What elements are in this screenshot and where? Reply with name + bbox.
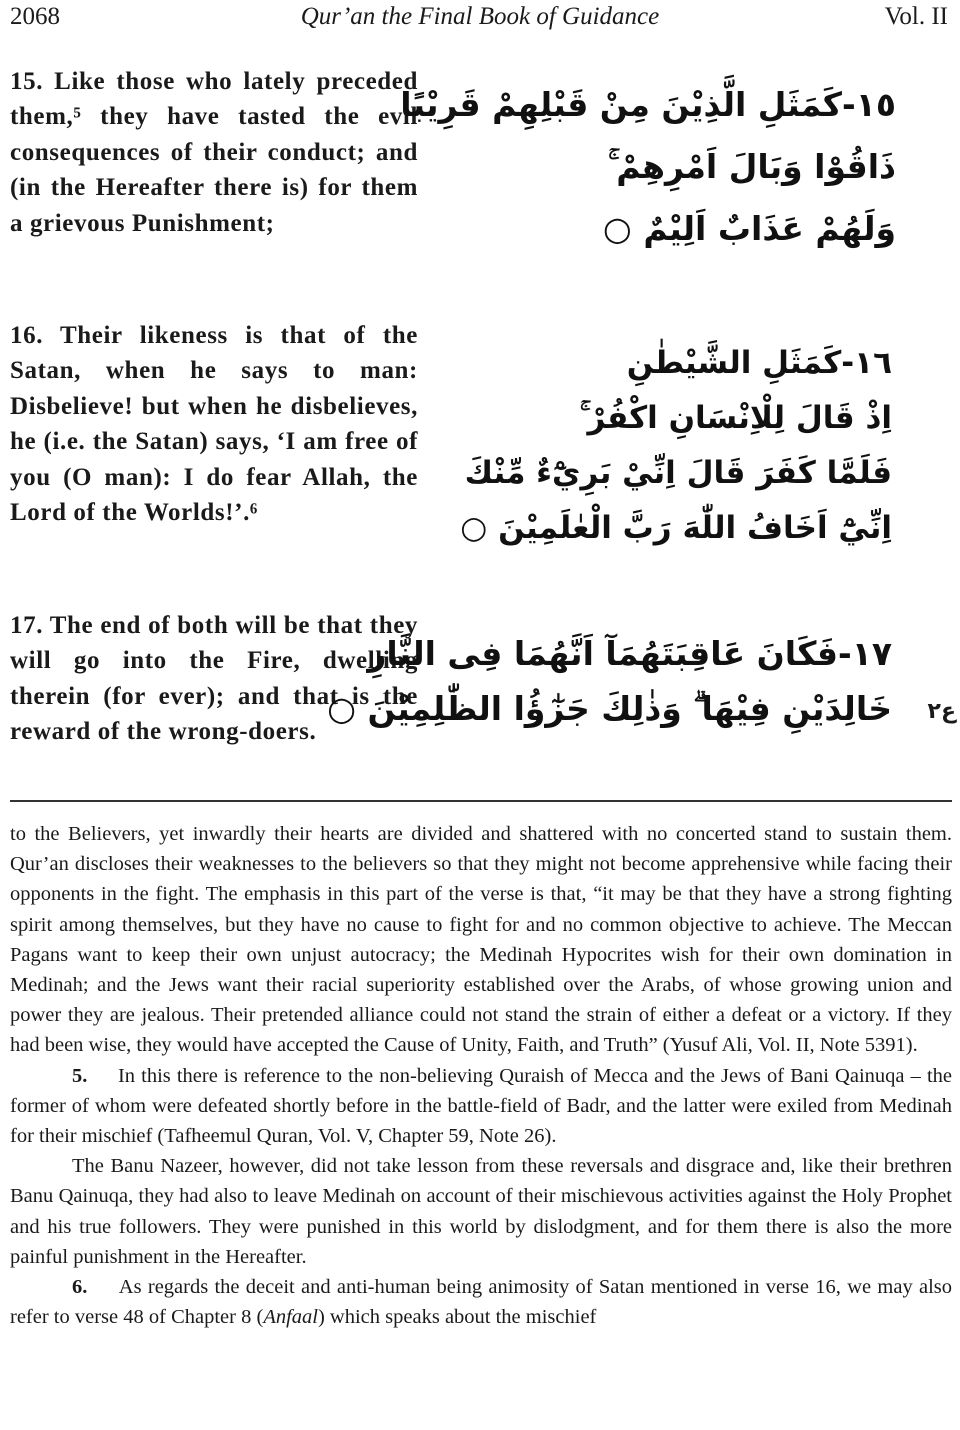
arabic-line: وَلَهُمْ عَذَابٌ اَلِيْمٌ ○	[603, 209, 896, 248]
arabic-line: ١٧-فَكَانَ عَاقِبَتَهُمَآ اَنَّهُمَا فِى النَّارِ	[367, 634, 892, 673]
arabic-line: ذَاقُوْا وَبَالَ اَمْرِهِمْ ۚ	[607, 147, 896, 186]
note-6-number: 6.	[72, 1276, 88, 1299]
commentary-notes	[10, 819, 952, 1332]
page-header	[0, 0, 960, 36]
verse-17-arabic	[327, 626, 892, 736]
ruku-marker: ع٢	[927, 699, 956, 724]
note-5-number: 5.	[72, 1064, 88, 1087]
note-6-text: As regards the deceit and anti-human being animosity of Satan mentioned in verse 16, we may also refer to verse 48 of Chapter 8 (	[10, 1276, 952, 1329]
arabic-line: ١٦-كَمَثَلِ الشَّيْطٰنِ	[626, 345, 892, 381]
note-6	[10, 1272, 952, 1332]
volume-label: Vol. II	[884, 3, 948, 30]
page-number: 2068	[10, 3, 60, 30]
note-5-paragraph-2: The Banu Nazeer, however, did not take lesson from these reversals and disgrace and, like their brethren Banu Qainuqa, they had also to leave Medinah on account of their mischievous activities against the Holy Prophet and his true followers. They were punished in this world by dislodgment, and for them there is also the more painful punishment in the Hereafter.	[10, 1155, 952, 1268]
note-continuation: to the Believers, yet inwardly their hearts are divided and shattered with no concerted stand to sustain them. Qur’an discloses their weaknesses to the believers so that they might not become apprehensive while facing their opponents in the fight. The emphasis in this part of the verse is that, “it may be that they have a strong fighting spirit among themselves, but they have no cause to fight for and no common objective to achieve. The Meccan Pagans want to keep their own unjust autocracy; the Medinah Hypocrites wish for their own domination in Medinah; and the Jews want their racial superiority established over the Arabs, of whose growing union and power they are jealous. Their pretended alliance could not stand the strain of either a defeat or a victory. If they had been wise, they would have accepted the Cause of Unity, Faith, and Truth” (Yusuf Ali, Vol. II, Note 5391).	[10, 823, 952, 1057]
arabic-line: اِنِّيْٓ اَخَافُ اللّٰهَ رَبَّ الْعٰلَمِيْنَ ○	[460, 510, 892, 546]
arabic-line: فَلَمَّا كَفَرَ قَالَ اِنِّيْ بَرِيْٓءٌ مِّنْكَ	[464, 455, 892, 491]
verse-16	[0, 318, 960, 568]
verse-15-arabic	[400, 74, 896, 260]
note-6-text-end: ) which speaks about the mischief	[317, 1306, 597, 1329]
verse-17-translation: 17. The end of both will be that they will go into the Fire, dwelling therein (for ever); and that is the reward of the wrong-doers.	[10, 612, 418, 746]
verse-16-arabic	[460, 336, 892, 556]
verse-15	[0, 64, 960, 284]
note-5	[10, 1061, 952, 1152]
verse-17	[0, 608, 960, 788]
verse-15-translation: 15. Like those who lately preceded them,⁵ they have tasted the evil consequences of their conduct; and (in the Hereafter there is) for them a grievous Punishment;	[10, 68, 418, 237]
arabic-line: خَالِدَيْنِ فِيْهَا ۗ وَذٰلِكَ جَزٰٓؤُا الظّٰلِمِيْنَ ○	[327, 689, 892, 728]
note-6-chapter-name: Anfaal	[263, 1306, 318, 1329]
footnote-divider	[10, 800, 952, 802]
arabic-line: اِذْ قَالَ لِلْاِنْسَانِ اكْفُرْ ۚ	[579, 400, 892, 436]
book-title: Qur’an the Final Book of Guidance	[300, 3, 660, 30]
arabic-line: ١٥-كَمَثَلِ الَّذِيْنَ مِنْ قَبْلِهِمْ قَرِيْبًا	[400, 85, 896, 124]
note-5-text: In this there is reference to the non-believing Quraish of Mecca and the Jews of Bani Qainuqa – the former of whom were defeated shortly before in the battle-field of Badr, and the latter were exiled from Medinah for their mischief (Tafheemul Quran, Vol. V, Chapter 59, Note 26).	[10, 1064, 952, 1148]
verse-16-translation: 16. Their likeness is that of the Satan, when he says to man: Disbelieve! but when he disbelieves, he (i.e. the Satan) says, ‘I am free of you (O man): I do fear Allah, the Lord of the Worlds!’.⁶	[10, 322, 418, 527]
